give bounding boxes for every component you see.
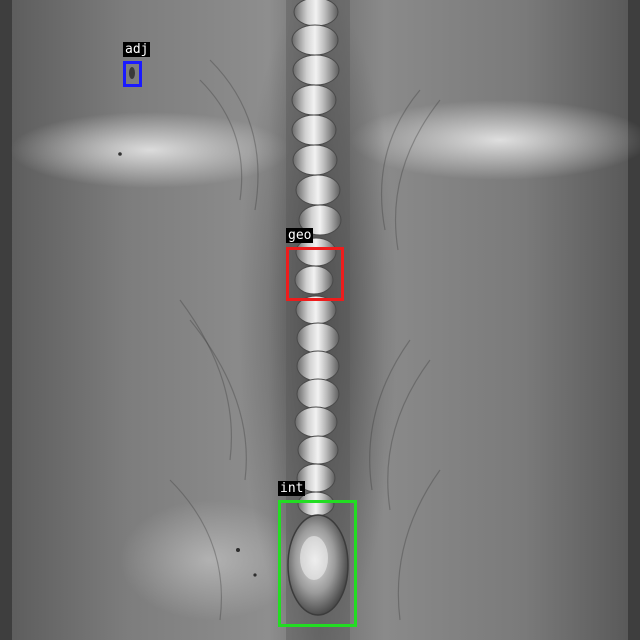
detection-box-geo: [286, 247, 344, 301]
detection-label-int: int: [280, 481, 304, 496]
detection-label-geo: geo: [288, 228, 312, 243]
detection-box-adj: [123, 61, 142, 87]
detection-box-int: [278, 500, 357, 627]
detection-label-adj: adj: [125, 42, 149, 57]
